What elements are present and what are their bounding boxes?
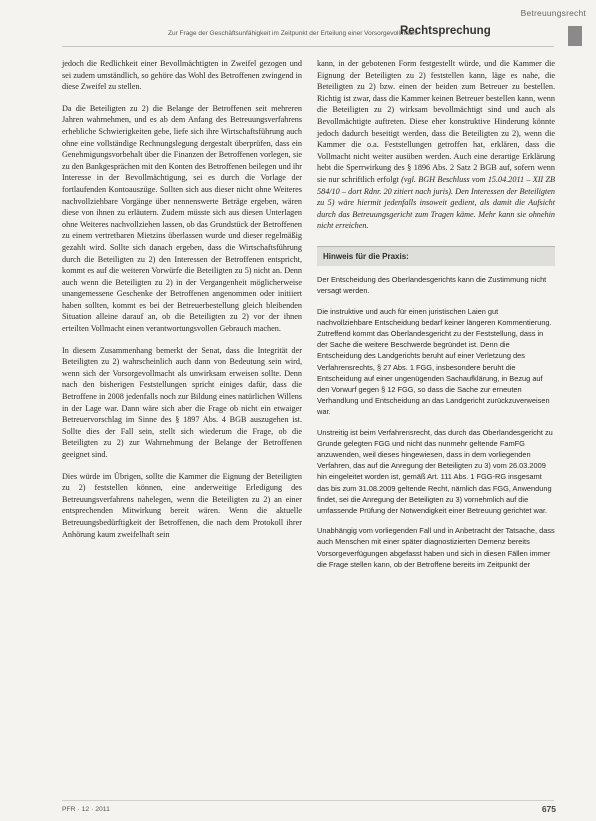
hint-paragraph: Die instruktive und auch für einen juristischen Laien gut nachvollziehbare Entscheidung bedarf keiner längeren Kommentierung. Zutreffend kommt das Oberlandesgericht zu der Feststellung, dass in der Sache die weitere Beschwerde begründet ist. Denn die Entscheidung des Landgerichts beruht auf einer Verletzung des Verfahrensrechts, § 27 Abs. 1 FGG, insbesondere beruht die Entscheidung auf einer ungenügenden Sachaufklärung, in Bezug auf den Vorwurf gegen § 12 FGG, so dass die Sache zur erneuten Verhandlung und Entscheidung an das Landgericht zurückzuverweisen war. [317, 306, 552, 417]
rubric-label: Betreuungsrecht [520, 8, 586, 18]
header-divider [62, 46, 554, 47]
right-column [317, 58, 555, 579]
page-number: 675 [541, 804, 556, 814]
paragraph: Da die Beteiligten zu 2) die Belange der Betroffenen seit mehreren Jahren wahrnehmen, und es ab dem Anfang des Betreuungsverfahrens erhebliche Schwierigkeiten gebe, liefe sich ihre Wirtschaftsführung auch ohne eine vollständige Rechnungslegung dergestalt überprüfen, dass ein Genehmigungsvorbehalt über die Finanzen der Betroffenen vorlegen, sie zu den Bankgesprächen mit den Konten des Betroffenen beilegen und ihr Interesse in der Bevollmächtigung, sei es durch die Vorlage der fortlaufenden Kontoauszüge. Sollten sich aus dieser nicht ohne Weiteres nachvollziehbare Vorgänge über nennenswerte Beträge ergeben, wären diese von ihnen zu erläutern. Zudem müsste sich aus diesen Unterlagen ohne Weiteres nachvollziehen lassen, ob das Grundstück der Betroffenen zu einem vertretbaren Mietzins überlassen wurde und dieser regelmäßig gezahlt wird. Sollte sich danach ergeben, dass die Wirtschaftsführung durch die Beteiligten zu 2) den Interessen der Betroffenen entspricht, kommt es auf die weiteren Vorwürfe die Beteiligten zu 5) nicht an. Denn auch wenn die Beteiligten zu 2) in der Vergangenheit möglicherweise unangemessene Geschenke der Betroffenen angenommen oder initiiert haben sollten, kommt es bei der Betreuerbestellung gleich bleibenden Situation alleine darauf an, ob die Beteiligten zu 2) vor der ihnen erteilten Vollmacht einen verantwortungsvollen Gebrauch machen. [62, 103, 302, 334]
paragraph: Dies würde im Übrigen, sollte die Kammer die Eignung der Beteiligten zu 2) feststellen können, eine anderweitige Erledigung des Betreuungsverfahrens nahelegen, wenn die Beteiligten zu 2) an einer entsprechenden Mitwirkung bereit wären. Wenn die aktuelle Betreuungsbedürftigkeit der Betroffenen, die nach dem Protokoll ihrer Anhörung kaum zweifelhaft sein [62, 471, 302, 539]
hint-paragraph: Unstreitig ist beim Verfahrensrecht, das durch das Oberlandesgericht zu Grunde gelegten FGG und nicht das nunmehr geltende FamFG anzuwenden, weil dieses hingewiesen, dass in dem vorliegenden Verfahren, das auf die Anregung der Beteiligten zu 3) vom 26.03.2009 hin eingeleitet worden ist, gemäß Art. 111 Abs. 1 FGG-RG insgesamt das bis zum 31.08.2009 geltende Recht, nämlich das FGG, Anwendung findet, sei die Anregung der Beteiligten zu 3) vornehmlich auf die umfassende Prüfung der Notwendigkeit einer Betreuung gerichtet war. [317, 427, 553, 515]
paragraph-text: kann, in der gebotenen Form festgestellt würde, und die Kammer die Eignung der Beteiligten zu 2) feststellen kann, läge es nahe, die Beteiligten zu 2) bzw. einen der beiden zum Betreuer zu bestellen. Richtig ist zwar, dass die Kammer keinen Betreuer bestellen kann, wenn die Beteiligten zu 2) wirksam bevollmächtigt sind und auch als Bevollmächtigte auftreten. Diese eher konstruktive Hinderung könnte jedoch dadurch beseitigt werden, dass die Beteiligten zu 2), wenn die Kammer die o.a. Feststellungen getroffen hat, erklären, dass die Vollmacht nicht weiter ausüben werden. Auch eine derartige Erklärung hebt die Sperrwirkung des § 1896 Abs. 2 Satz 2 BGB auf, sofern wenn sie nur schriftlich erfolgt [317, 59, 555, 184]
running-title: Zur Frage der Geschäftsunfähigkeit im Zeitpunkt der Erteilung einer Vorsorgevollmacht [168, 30, 418, 37]
hint-box-title: Hinweis für die Praxis: [317, 247, 555, 266]
section-title: Rechtsprechung [400, 25, 491, 37]
journal-reference: PFR · 12 · 2011 [62, 806, 110, 813]
corner-marker [568, 26, 582, 46]
paragraph: jedoch die Redlichkeit einer Bevollmächtigten in Zweifel gezogen und sei zudem umständlich, so gehöre das Wohl des Betroffenen zwingend in diese Zweifel zu stellen. [62, 59, 302, 92]
paragraph: In diesem Zusammenhang bemerkt der Senat, dass die Integrität der Beteiligten zu 2) wahrscheinlich auch dann von Bedeutung sein wird, wenn sich der Vorsorgevollmacht als unwirksam erweisen sollte. Denn nach den bisherigen Feststellungen spricht einiges dafür, dass die Betroffene in 2008 jedenfalls noch zur Bildung eines natürlichen Willens in der Lage war. Dann wäre sich aber die Frage ob nicht ein etwaiger Betreuervorschlag im Sinne des § 1897 Abs. 4 BGB auszugehen ist. Sollte dies der Fall sein, stellt sich wiederum die Frage, ob die Beteiligten zu 2) zur Wahrnehmung der Belange der Betroffenen geeignet sind. [62, 345, 302, 459]
footer-divider [62, 800, 554, 801]
practice-hint-box [317, 246, 555, 570]
citation-text: (vgl. BGH Beschluss vom 15.04.2011 – XII ZB 584/10 – dort Rdnr. 20 zitiert nach juris). Den Interessen der Beteiligten zu 5) wäre hiermit jedenfalls insoweit gedient, als damit die Aufsicht durch das Betreuungsgericht zum Tragen käme. Mehr kann sie ohnehin nicht erreichen. [317, 174, 555, 231]
left-column [62, 58, 302, 550]
hint-paragraph: Unabhängig vom vorliegenden Fall und in Anbetracht der Tatsache, dass auch Menschen mit einer später diagnostizierten Demenz bereits Vorsorgeverfügungen abgefasst haben und sich in diesen Fällen immer die Frage stellen kann, ob der Betroffene bereits im Zeitpunkt der [317, 526, 555, 569]
hint-paragraph: Der Entscheidung des Oberlandesgerichts kann die Zustimmung nicht versagt werden. [317, 275, 547, 296]
paragraph [317, 58, 555, 232]
